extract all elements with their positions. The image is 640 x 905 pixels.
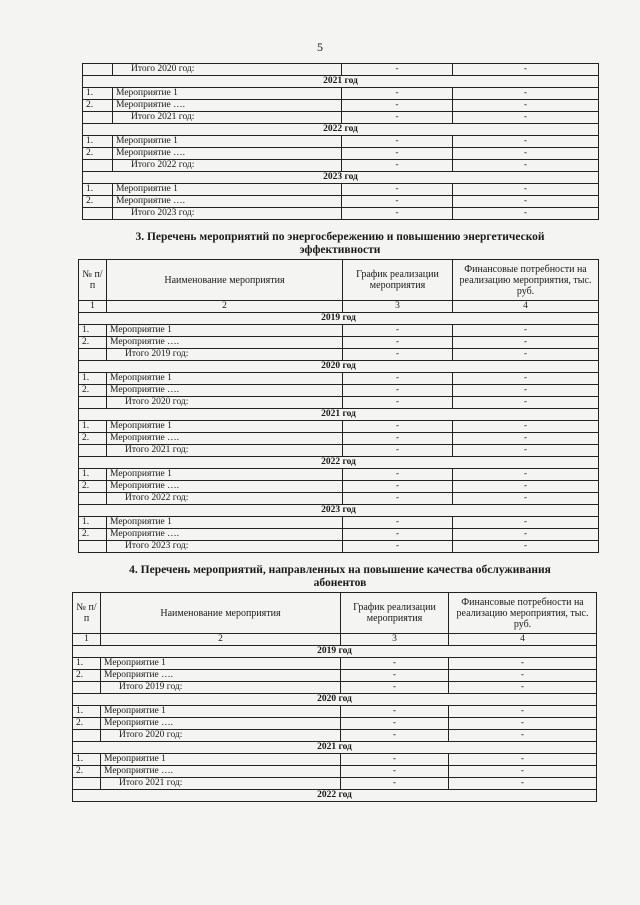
total-label: Итого 2022 год: (107, 493, 343, 505)
column-number-row (73, 634, 597, 646)
header-name: Наименование мероприятия (107, 260, 343, 301)
table-row (73, 658, 597, 670)
event-name: Мероприятие …. (113, 100, 342, 112)
total-label: Итого 2023 год: (107, 541, 343, 553)
table-row (79, 373, 599, 385)
finance-value: - (449, 766, 597, 778)
row-number: 2. (79, 337, 107, 349)
year-row (73, 646, 597, 658)
schedule-value: - (341, 778, 449, 790)
table-row (73, 670, 597, 682)
header-number: № п/п (73, 593, 101, 634)
row-number: 2. (79, 529, 107, 541)
row-number (73, 730, 101, 742)
total-label: Итого 2021 год: (113, 112, 342, 124)
table-row (79, 337, 599, 349)
schedule-value: - (343, 529, 453, 541)
row-number: 2. (83, 196, 113, 208)
row-number: 2. (79, 433, 107, 445)
column-number: 3 (341, 634, 449, 646)
year-label: 2022 год (83, 124, 599, 136)
header-finance: Финансовые потребности на реализацию мероприятия, тыс. руб. (453, 260, 599, 301)
header-row (79, 260, 599, 301)
table-row (79, 421, 599, 433)
schedule-value: - (343, 445, 453, 457)
schedule-value: - (342, 148, 453, 160)
event-name: Мероприятие …. (101, 670, 341, 682)
row-number: 2. (73, 766, 101, 778)
total-row (73, 682, 597, 694)
row-number (83, 64, 113, 76)
event-name: Мероприятие 1 (107, 373, 343, 385)
total-row (79, 445, 599, 457)
finance-value: - (453, 481, 599, 493)
finance-value: - (449, 730, 597, 742)
event-name: Мероприятие …. (107, 337, 343, 349)
row-number (79, 541, 107, 553)
column-number: 2 (101, 634, 341, 646)
schedule-value: - (342, 112, 453, 124)
finance-value: - (453, 160, 599, 172)
finance-value: - (453, 325, 599, 337)
row-number: 1. (79, 469, 107, 481)
year-label: 2021 год (83, 76, 599, 88)
row-number (73, 778, 101, 790)
table-row (83, 184, 599, 196)
table-row (83, 100, 599, 112)
row-number: 2. (73, 670, 101, 682)
event-name: Мероприятие 1 (113, 136, 342, 148)
total-label: Итого 2021 год: (107, 445, 343, 457)
finance-value: - (449, 754, 597, 766)
schedule-value: - (342, 136, 453, 148)
schedule-value: - (341, 706, 449, 718)
finance-value: - (453, 100, 599, 112)
schedule-value: - (343, 325, 453, 337)
finance-value: - (453, 433, 599, 445)
finance-value: - (453, 445, 599, 457)
schedule-value: - (342, 64, 453, 76)
schedule-value: - (342, 208, 453, 220)
total-row (83, 64, 599, 76)
finance-value: - (449, 706, 597, 718)
total-row (79, 493, 599, 505)
finance-value: - (449, 670, 597, 682)
event-name: Мероприятие …. (107, 433, 343, 445)
year-row (73, 742, 597, 754)
header-number: № п/п (79, 260, 107, 301)
year-label: 2021 год (79, 409, 599, 421)
finance-value: - (453, 337, 599, 349)
finance-value: - (453, 88, 599, 100)
year-label: 2022 год (79, 457, 599, 469)
total-row (83, 112, 599, 124)
schedule-value: - (341, 718, 449, 730)
schedule-value: - (342, 88, 453, 100)
event-name: Мероприятие …. (107, 481, 343, 493)
year-row (83, 76, 599, 88)
column-number: 4 (453, 301, 599, 313)
row-number: 1. (79, 517, 107, 529)
event-name: Мероприятие 1 (101, 658, 341, 670)
table-row (83, 148, 599, 160)
column-number: 1 (79, 301, 107, 313)
schedule-value: - (341, 670, 449, 682)
schedule-value: - (342, 160, 453, 172)
row-number: 1. (79, 421, 107, 433)
table-row (79, 481, 599, 493)
service-quality-table (72, 592, 597, 802)
table-row (79, 529, 599, 541)
row-number: 1. (83, 88, 113, 100)
event-name: Мероприятие …. (101, 766, 341, 778)
header-schedule: График реализации мероприятия (341, 593, 449, 634)
schedule-value: - (343, 481, 453, 493)
year-row (79, 409, 599, 421)
schedule-value: - (343, 433, 453, 445)
finance-value: - (453, 469, 599, 481)
table-row (83, 136, 599, 148)
year-label: 2019 год (79, 313, 599, 325)
row-number (83, 112, 113, 124)
finance-value: - (453, 541, 599, 553)
year-row (83, 172, 599, 184)
row-number: 2. (79, 385, 107, 397)
finance-value: - (453, 349, 599, 361)
year-row (79, 361, 599, 373)
header-schedule: График реализации мероприятия (343, 260, 453, 301)
event-name: Мероприятие 1 (101, 706, 341, 718)
total-label: Итого 2020 год: (107, 397, 343, 409)
year-label: 2020 год (73, 694, 597, 706)
energy-efficiency-table (78, 259, 599, 553)
row-number: 1. (73, 754, 101, 766)
column-number: 1 (73, 634, 101, 646)
table-row (73, 718, 597, 730)
year-label: 2023 год (79, 505, 599, 517)
table-row (79, 385, 599, 397)
schedule-value: - (343, 517, 453, 529)
finance-value: - (449, 658, 597, 670)
finance-value: - (453, 196, 599, 208)
section-3-title (70, 231, 610, 257)
total-row (79, 349, 599, 361)
schedule-value: - (343, 493, 453, 505)
table-row (79, 433, 599, 445)
year-row (79, 313, 599, 325)
finance-value: - (453, 64, 599, 76)
finance-value: - (449, 778, 597, 790)
year-label: 2022 год (73, 790, 597, 802)
event-name: Мероприятие …. (101, 718, 341, 730)
event-name: Мероприятие …. (107, 529, 343, 541)
schedule-value: - (343, 385, 453, 397)
schedule-value: - (341, 766, 449, 778)
section-3-title-line2: эффективности (299, 244, 381, 256)
schedule-value: - (343, 541, 453, 553)
table-row (79, 469, 599, 481)
total-label: Итого 2019 год: (107, 349, 343, 361)
header-name: Наименование мероприятия (101, 593, 341, 634)
schedule-value: - (343, 421, 453, 433)
row-number: 1. (73, 706, 101, 718)
schedule-value: - (343, 469, 453, 481)
header-finance: Финансовые потребности на реализацию мероприятия, тыс. руб. (449, 593, 597, 634)
row-number (79, 397, 107, 409)
row-number: 2. (73, 718, 101, 730)
row-number: 1. (73, 658, 101, 670)
header-row (73, 593, 597, 634)
row-number (83, 160, 113, 172)
finance-value: - (453, 421, 599, 433)
section-4-title-line1: 4. Перечень мероприятий, направленных на повышение качества обслуживания (129, 564, 551, 576)
event-name: Мероприятие …. (107, 385, 343, 397)
schedule-value: - (342, 184, 453, 196)
schedule-value: - (343, 373, 453, 385)
table-row (73, 754, 597, 766)
column-number: 2 (107, 301, 343, 313)
year-row (83, 124, 599, 136)
event-name: Мероприятие 1 (113, 88, 342, 100)
schedule-value: - (341, 658, 449, 670)
event-name: Мероприятие 1 (107, 469, 343, 481)
year-row (73, 694, 597, 706)
finance-value: - (453, 208, 599, 220)
column-number-row (79, 301, 599, 313)
finance-value: - (453, 136, 599, 148)
event-name: Мероприятие 1 (113, 184, 342, 196)
table-row (73, 706, 597, 718)
total-row (79, 397, 599, 409)
event-name: Мероприятие 1 (107, 517, 343, 529)
section-4-title-line2: абонентов (313, 577, 367, 589)
column-number: 4 (449, 634, 597, 646)
finance-value: - (453, 517, 599, 529)
section-3-title-line1: 3. Перечень мероприятий по энергосбережению и повышению энергетической (135, 231, 545, 243)
finance-value: - (449, 718, 597, 730)
total-row (73, 730, 597, 742)
year-row (79, 505, 599, 517)
page-number: 5 (317, 40, 323, 54)
finance-value: - (453, 373, 599, 385)
finance-value: - (453, 493, 599, 505)
row-number: 2. (83, 148, 113, 160)
finance-value: - (453, 112, 599, 124)
event-name: Мероприятие …. (113, 148, 342, 160)
year-label: 2023 год (83, 172, 599, 184)
schedule-value: - (343, 397, 453, 409)
row-number (83, 208, 113, 220)
column-number: 3 (343, 301, 453, 313)
event-name: Мероприятие 1 (107, 421, 343, 433)
row-number: 1. (83, 136, 113, 148)
schedule-value: - (342, 100, 453, 112)
year-label: 2020 год (79, 361, 599, 373)
schedule-value: - (341, 730, 449, 742)
finance-value: - (449, 682, 597, 694)
schedule-value: - (343, 349, 453, 361)
table-row (73, 766, 597, 778)
total-label: Итого 2019 год: (101, 682, 341, 694)
event-name: Мероприятие …. (113, 196, 342, 208)
total-row (83, 160, 599, 172)
total-label: Итого 2020 год: (101, 730, 341, 742)
schedule-value: - (343, 337, 453, 349)
total-label: Итого 2023 год: (113, 208, 342, 220)
row-number (73, 682, 101, 694)
table-row (83, 196, 599, 208)
total-label: Итого 2021 год: (101, 778, 341, 790)
finance-value: - (453, 148, 599, 160)
events-table-continued (82, 63, 599, 220)
schedule-value: - (342, 196, 453, 208)
total-row (83, 208, 599, 220)
year-row (73, 790, 597, 802)
total-row (79, 541, 599, 553)
row-number (79, 349, 107, 361)
total-row (73, 778, 597, 790)
year-row (79, 457, 599, 469)
event-name: Мероприятие 1 (107, 325, 343, 337)
year-label: 2021 год (73, 742, 597, 754)
finance-value: - (453, 184, 599, 196)
row-number (79, 493, 107, 505)
schedule-value: - (341, 682, 449, 694)
section-4-title (70, 564, 610, 590)
table-row (83, 88, 599, 100)
year-label: 2019 год (73, 646, 597, 658)
table-row (79, 517, 599, 529)
event-name: Мероприятие 1 (101, 754, 341, 766)
finance-value: - (453, 385, 599, 397)
row-number: 1. (79, 325, 107, 337)
total-label: Итого 2020 год: (113, 64, 342, 76)
schedule-value: - (341, 754, 449, 766)
finance-value: - (453, 397, 599, 409)
row-number: 1. (79, 373, 107, 385)
finance-value: - (453, 529, 599, 541)
row-number: 2. (79, 481, 107, 493)
row-number (79, 445, 107, 457)
row-number: 2. (83, 100, 113, 112)
total-label: Итого 2022 год: (113, 160, 342, 172)
table-row (79, 325, 599, 337)
row-number: 1. (83, 184, 113, 196)
